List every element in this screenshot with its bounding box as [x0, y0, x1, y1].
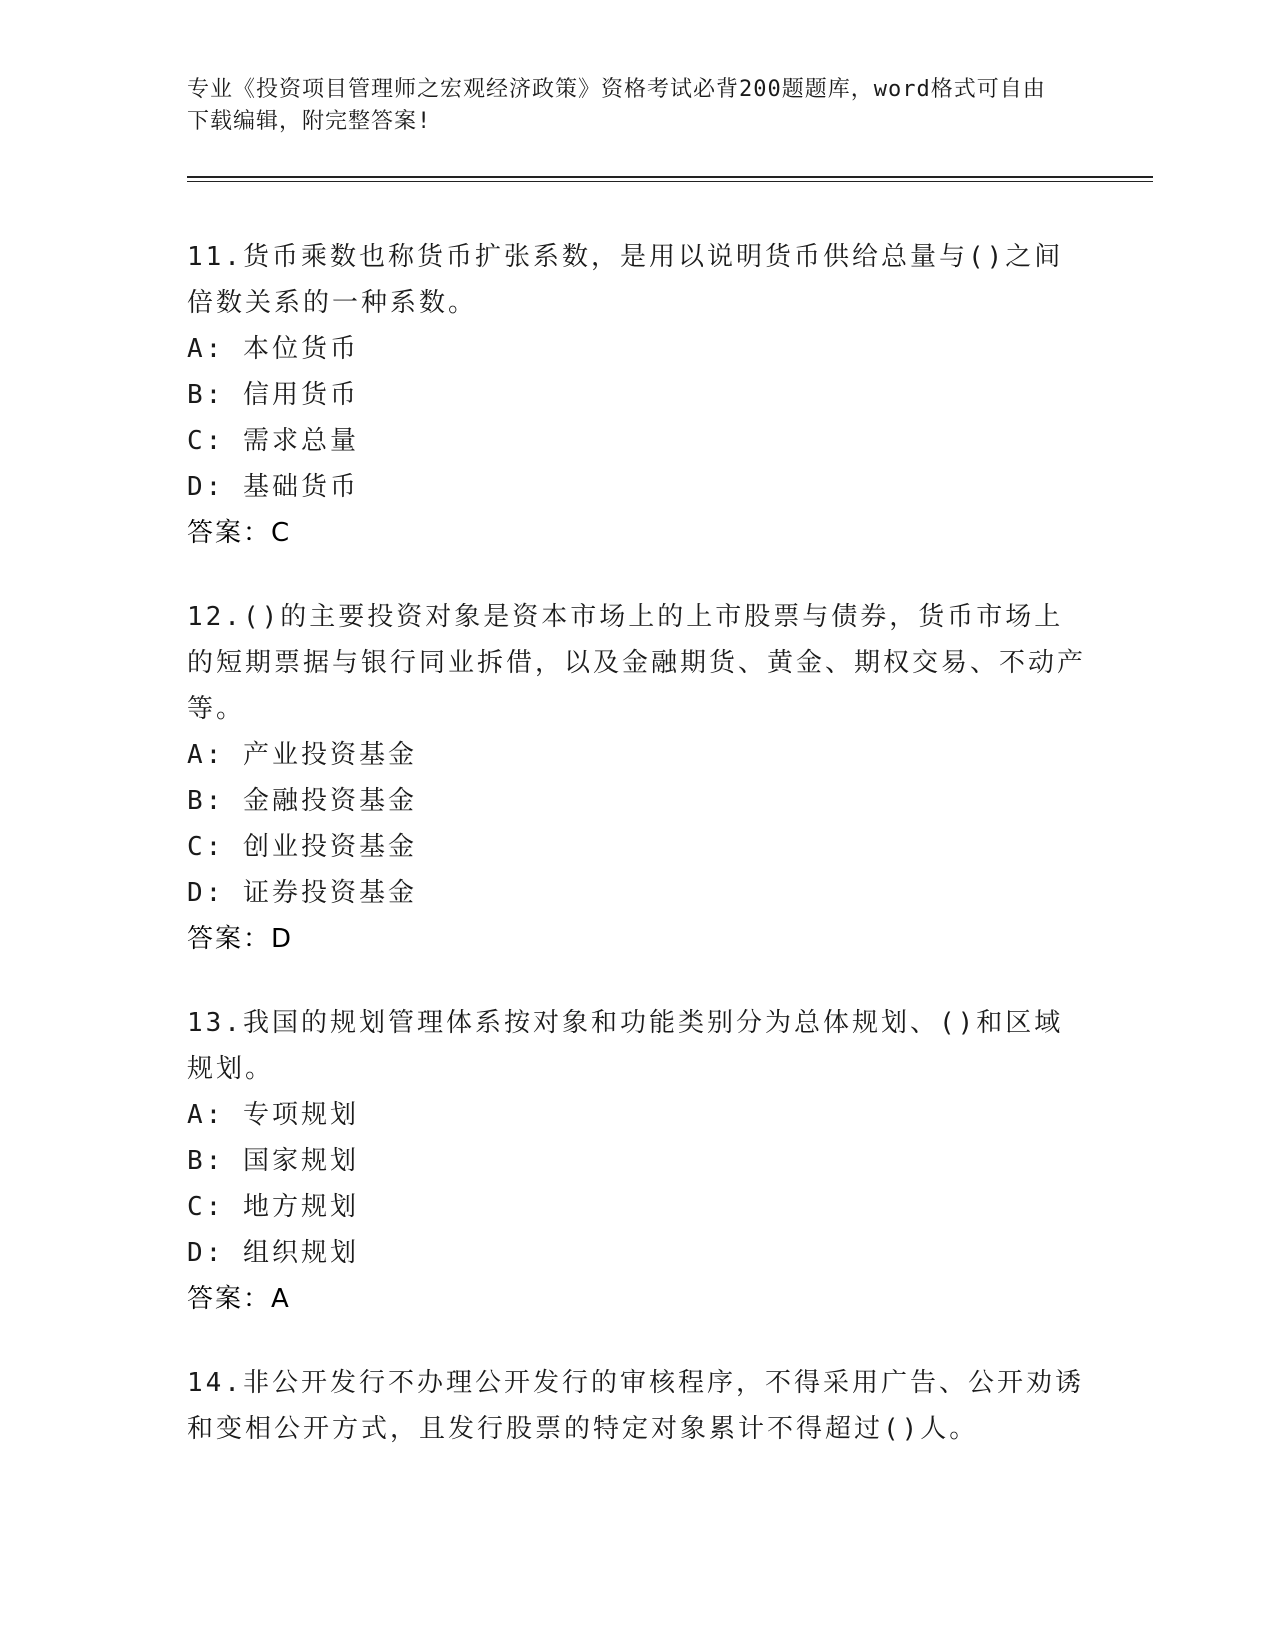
- question-stem: 13.我国的规划管理体系按对象和功能类别分为总体规划、()和区域规划。: [187, 1008, 1064, 1084]
- option-a: A: 产业投资基金: [187, 740, 417, 770]
- option-b: B: 金融投资基金: [187, 786, 417, 816]
- answer-line: 答案：C: [187, 518, 292, 548]
- question-item: [187, 1000, 1087, 1322]
- option-d: D: 组织规划: [187, 1238, 359, 1268]
- question-item: [187, 234, 1087, 556]
- document-title: 专业《投资项目管理师之宏观经济政策》资格考试必背200题题库，word格式可自由下载编辑，附完整答案!: [187, 77, 1046, 134]
- option-b: B: 国家规划: [187, 1146, 359, 1176]
- option-d: D: 基础货币: [187, 472, 359, 502]
- option-list: [187, 732, 1087, 916]
- option-d: D: 证券投资基金: [187, 878, 417, 908]
- answer-line: 答案：A: [187, 1284, 291, 1314]
- question-stem: 12.()的主要投资对象是资本市场上的上市股票与债券，货币市场上的短期票据与银行同业拆借，以及金融期货、黄金、期权交易、不动产等。: [187, 602, 1087, 724]
- option-a: A: 专项规划: [187, 1100, 359, 1130]
- option-c: C: 需求总量: [187, 426, 359, 456]
- option-c: C: 创业投资基金: [187, 832, 417, 862]
- question-stem: 14.非公开发行不办理公开发行的审核程序，不得采用广告、公开劝诱和变相公开方式，且发行股票的特定对象累计不得超过()人。: [187, 1368, 1084, 1444]
- option-b: B: 信用货币: [187, 380, 359, 410]
- option-c: C: 地方规划: [187, 1192, 359, 1222]
- answer-line: 答案：D: [187, 924, 294, 954]
- header-divider: [187, 176, 1153, 182]
- question-item: [187, 1360, 1087, 1452]
- option-list: [187, 1092, 1087, 1276]
- question-stem: 11.货币乘数也称货币扩张系数，是用以说明货币供给总量与()之间倍数关系的一种系数。: [187, 242, 1064, 318]
- option-a: A: 本位货币: [187, 334, 359, 364]
- question-list: [187, 234, 1087, 1490]
- question-item: [187, 594, 1087, 962]
- option-list: [187, 326, 1087, 510]
